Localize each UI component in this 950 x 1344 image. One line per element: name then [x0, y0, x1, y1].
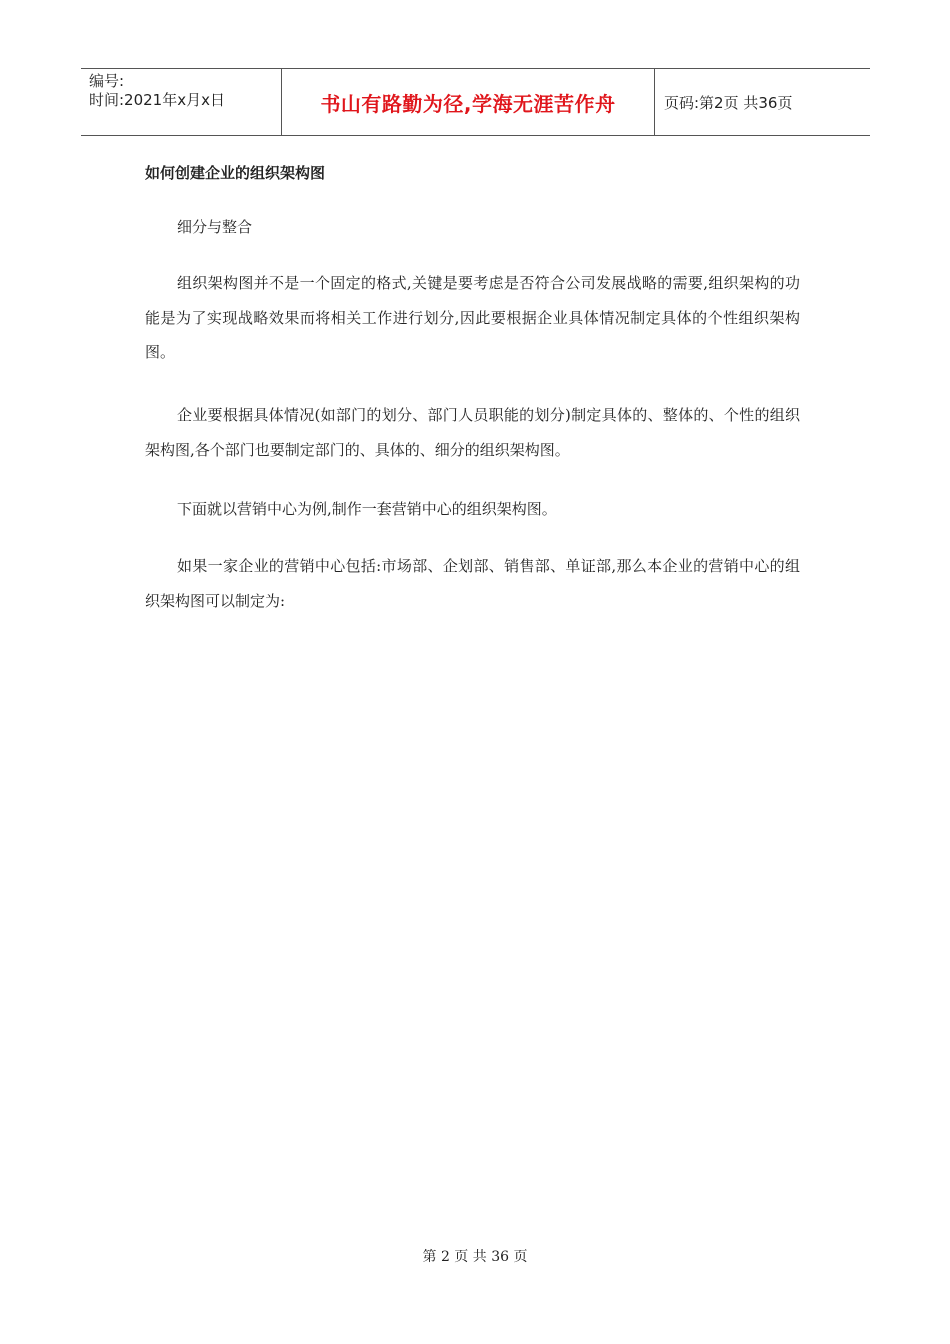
header-meta-cell — [81, 69, 282, 135]
document-header — [81, 68, 870, 136]
header-page-info: 页码:第2页 共36页 — [664, 93, 793, 112]
header-motto-cell — [282, 69, 655, 135]
body-paragraph: 如果一家企业的营销中心包括:市场部、企划部、销售部、单证部,那么本企业的营销中心的组织架构图可以制定为: — [145, 557, 800, 610]
header-page-cell — [655, 69, 870, 135]
document-title: 如何创建企业的组织架构图 — [145, 164, 326, 182]
page-footer: 第 2 页 共 36 页 — [422, 1249, 528, 1265]
header-motto: 书山有路勤为径,学海无涯苦作舟 — [320, 91, 616, 116]
section-heading: 细分与整合 — [177, 218, 253, 236]
body-paragraph: 组织架构图并不是一个固定的格式,关键是要考虑是否符合公司发展战略的需要,组织架构的功能是为了实现战略效果而将相关工作进行划分,因此要根据企业具体情况制定具体的个性组织架构图。 — [145, 274, 800, 361]
body-paragraph: 下面就以营销中心为例,制作一套营销中心的组织架构图。 — [177, 500, 557, 518]
body-paragraph: 企业要根据具体情况(如部门的划分、部门人员职能的划分)制定具体的、整体的、个性的组织架构图,各个部门也要制定部门的、具体的、细分的组织架构图。 — [145, 406, 800, 459]
document-number-label: 编号: — [89, 72, 125, 90]
document-date-label: 时间:2021年x月x日 — [89, 91, 225, 109]
